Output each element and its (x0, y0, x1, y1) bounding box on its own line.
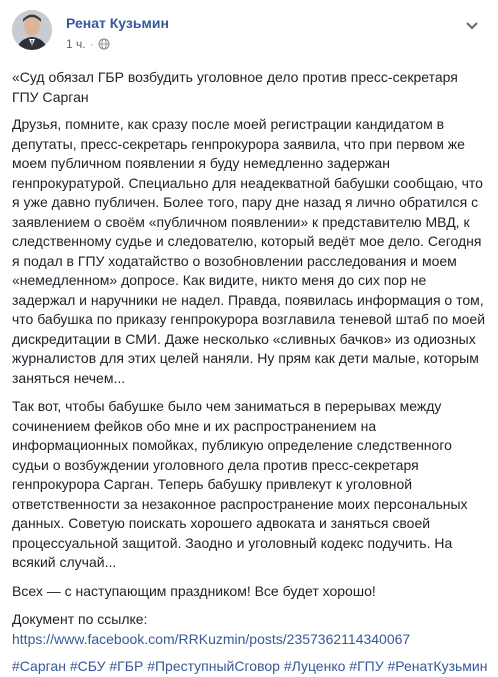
post-header (12, 10, 482, 54)
hashtag-link[interactable]: #ГПУ (349, 658, 384, 674)
document-label: Документ по ссылке: (12, 611, 148, 627)
document-link[interactable]: https://www.facebook.com/RRKuzmin/posts/2357362114340067 (12, 630, 411, 647)
hashtag-link[interactable]: #Сарган (12, 658, 66, 674)
hashtag-link[interactable]: #ГБР (109, 658, 144, 674)
hashtag-link[interactable]: #РенатКузьмин (387, 658, 488, 674)
author-avatar[interactable] (12, 10, 52, 50)
post-headline: «Суд обязал ГБР возбудить уголовное дело против пресс-секретаря ГПУ Сарган (12, 69, 458, 105)
post-paragraph-2: Так вот, чтобы бабушке было чем заниматься в перерывах между сочинением фейков обо мне и их распространением на информационных помойках, публикую определение следственного судьи о возбуждении уголовного дела против пресс-секретаря генпрокурора Сарган. Теперь бабушку привлекут к уголовной ответственности за незаконное распространение моих персональных данных. Советую поискать хорошего адвоката и заняться своей процессуальной защитой. Заодно и уголовный кодекс подучить. На всякий случай... (12, 398, 468, 570)
globe-icon[interactable] (98, 38, 110, 50)
post-paragraph-1: Друзья, помните, как сразу после моей регистрации кандидатом в депутаты, пресс-секретарь генпрокурора заявила, что при первом же моем публичном появлении я буду немедленно задержан генпрокуратурой. Специально для неадекватной бабушки сообщаю, что я уже давно публичен. Более того, пару дне назад я лично обратился с заявлением о своём «публичном появлении» к представителю МВД, к следственному судье и следователю, который ведёт мое дело. Сегодня я подал в ГПУ ходатайство о возобновлении расследования и моем «немедленном» допросе. Как видите, никто меня до сих пор не задержал и наручники не надел. Правда, появилась информация о том, что бабушка по приказу генпрокурора возглавила теневой штаб по моей дискредитации в СМИ. Даже несколько «сливных бачков» из одиозных журналистов для этих целей наняли. Ну прям как дети малые, которым заняться нечем... (12, 116, 486, 386)
post-paragraph-3: Всех — с наступающим праздником! Все будет хорошо! (12, 582, 376, 599)
hashtag-row (12, 657, 486, 677)
author-name[interactable]: Ренат Кузьмин (66, 15, 169, 31)
hashtag-link[interactable]: #СБУ (69, 658, 106, 674)
chevron-down-icon[interactable] (462, 18, 482, 34)
meta-separator: · (89, 37, 94, 51)
post-meta (66, 37, 110, 51)
hashtag-link[interactable]: #Луценко (283, 658, 346, 674)
hashtag-link[interactable]: #ПреступныйСговор (147, 658, 280, 674)
post-timestamp[interactable]: 1 ч. (66, 37, 86, 51)
post-body (12, 68, 486, 677)
